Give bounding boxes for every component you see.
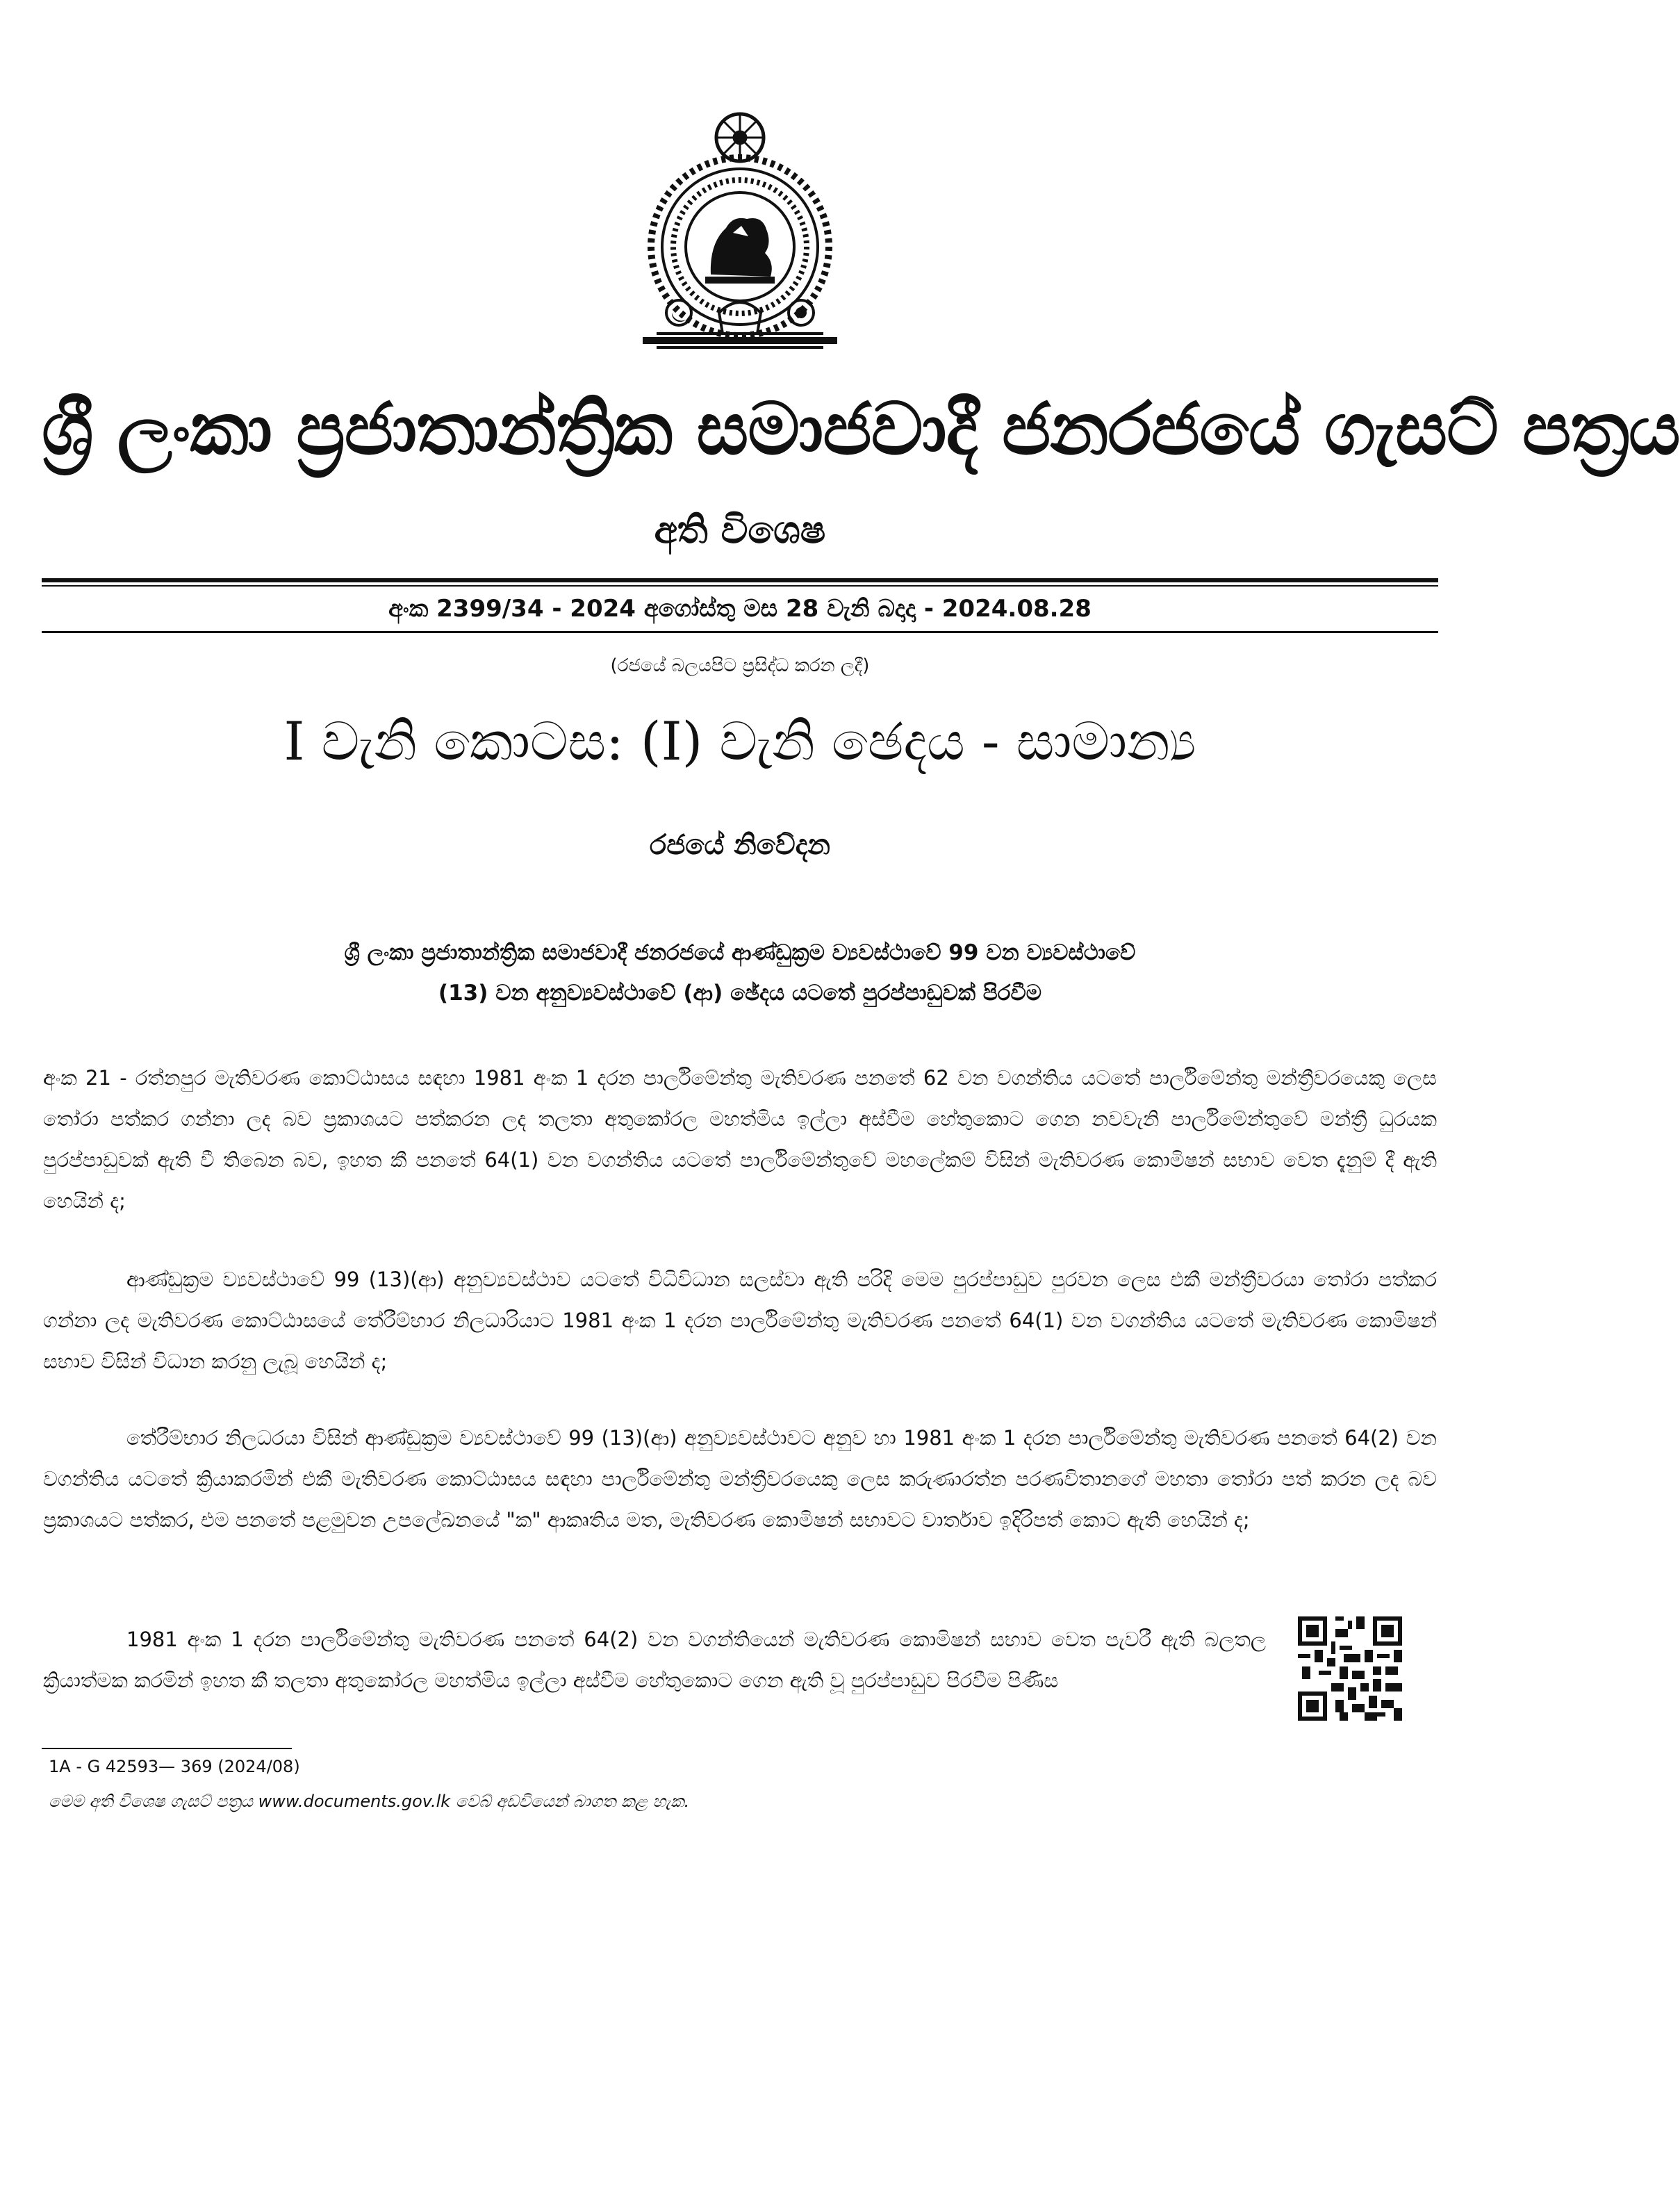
notice-paragraph-2 [43, 1259, 1437, 1382]
national-emblem-icon [629, 104, 851, 375]
masthead-rule-top-thin [42, 585, 1438, 587]
notice-paragraph-4 [43, 1619, 1266, 1701]
published-by-authority: (රජයේ බලයපිට ප්‍රසිද්ධ කරන ලදී) [610, 655, 870, 676]
footnote-rule [42, 1748, 292, 1749]
part-heading: I වැනි කොටස: (I) වැනි ඡෙදය - සාමාන්‍ය [283, 710, 1196, 772]
issue-line: අංක 2399/34 - 2024 අගෝස්තු මස 28 වැනි බදාදා - 2024.08.28 [388, 595, 1092, 623]
notice-paragraph-3 [43, 1418, 1437, 1541]
notice-heading-line-1: ශ්‍රී ලංකා ප්‍රජාතාන්ත්‍රික සමාජවාදී ජනරජයේ ආණ්ඩුක්‍රම ව්‍යවස්ථාවේ 99 වන ව්‍යවස්ථාවේ [344, 940, 1136, 965]
notice-heading [125, 933, 1355, 1013]
notice-paragraph-1 [43, 1058, 1437, 1222]
paragraph-text: ආණ්ඩුක්‍රම ව්‍යවස්ථාවේ 99 (13)(ආ) අනුව්‍යවස්ථාව යටතේ විධිවිධාන සලස්වා ඇති පරිදි මෙම පුරප්පාඩුව පුරවන ලෙස එකී මන්ත්‍රීවරයා තෝරා පත්කර ගන්නා ලද මැතිවරණ කොට්ඨාසයේ තේරීම්භාර නිලධාරියාට 1981 අංක 1 දරන පාර්ලිමේන්තු මැතිවරණ පනතේ 64(1) වන වගන්තිය යටතේ මැතිවරණ කොමිෂන් සභාව විසින් විධාන කරනු ලැබූ හෙයින් ද; [43, 1268, 1437, 1373]
qr-code-icon [1298, 1616, 1402, 1721]
notice-heading-line-2: (13) වන අනුව්‍යවස්ථාවේ (ආ) ඡේදය යටතේ පුරප්පාඩුවක් පිරවීම [438, 981, 1042, 1006]
gazette-title: ශ්‍රී ලංකා ප්‍රජාතාන්ත්‍රික සමාජවාදී ජනරජයේ ගැසට් පත්‍රය [42, 386, 1680, 471]
masthead-rule-bottom [42, 631, 1438, 633]
masthead-rule-top [42, 578, 1438, 582]
extraordinary-label: අති විශෙෂ [654, 508, 826, 552]
download-note: මෙම අති විශෙෂ ගැසට් පත්‍රය www.documents.gov.lk වෙබ් අඩවියෙන් බාගත කළ හැක. [49, 1792, 690, 1811]
paragraph-text: තේරීම්භාර නිලධරයා විසින් ආණ්ඩුක්‍රම ව්‍යවස්ථාවේ 99 (13)(ආ) අනුව්‍යවස්ථාවට අනුව හා 1981 අංක 1 දරන පාර්ලිමේන්තු මැතිවරණ පනතේ 64(2) වන වගන්තිය යටතේ ක්‍රියාකරමින් එකී මැතිවරණ කොට්ඨාසය සඳහා පාර්ලිමේන්තු මන්ත්‍රීවරයෙකු ලෙස කරුණාරත්න පරණවිතානගේ මහතා තෝරා පත් කරන ලද බව ප්‍රකාශයට පත්කර, එම පනතේ පළමුවන උපලේඛනයේ "ක" ආකෘතිය මත, මැතිවරණ කොමිෂන් සභාවට වාර්තාව ඉදිරිපත් කොට ඇති හෙයින් ද; [43, 1426, 1437, 1532]
print-reference: 1A - G 42593— 369 (2024/08) [49, 1757, 300, 1776]
paragraph-text: අංක 21 - රත්නපුර මැතිවරණ කොට්ඨාසය සඳහා 1981 අංක 1 දරන පාර්ලිමේන්තු මැතිවරණ පනතේ 62 වන වගන්තිය යටතේ පාර්ලිමේන්තු මන්ත්‍රීවරයෙකු ලෙස තෝරා පත්කර ගන්නා ලද බව ප්‍රකාශයට පත්කරන ලද තලතා අතුකෝරල මහත්මිය ඉල්ලා අස්වීම හේතුකොට ගෙන නවවැනි පාර්ලිමේන්තුවේ මන්ත්‍රී ධුරයක පුරප්පාඩුවක් ඇති වී තිබෙන බව, ඉහත කී පනතේ 64(1) වන වගන්තිය යටතේ පාර්ලිමේන්තුවේ මහලේකම් විසින් මැතිවරණ කොමිෂන් සභාව වෙත දැනුම් දී ඇති හෙයින් ද; [43, 1066, 1437, 1213]
section-heading: රජයේ නිවේදන [650, 829, 830, 861]
paragraph-text: 1981 අංක 1 දරන පාර්ලිමේන්තු මැතිවරණ පනතේ 64(2) වන වගන්තියෙන් මැතිවරණ කොමිෂන් සභාව වෙත පැවරී ඇති බලතල ක්‍රියාත්මක කරමින් ඉහත කී තලතා අතුකෝරල මහත්මිය ඉල්ලා අස්වීම හේතුකොට ගෙන ඇති වූ පුරප්පාඩුව පිරවීම පිණිස [43, 1628, 1266, 1692]
